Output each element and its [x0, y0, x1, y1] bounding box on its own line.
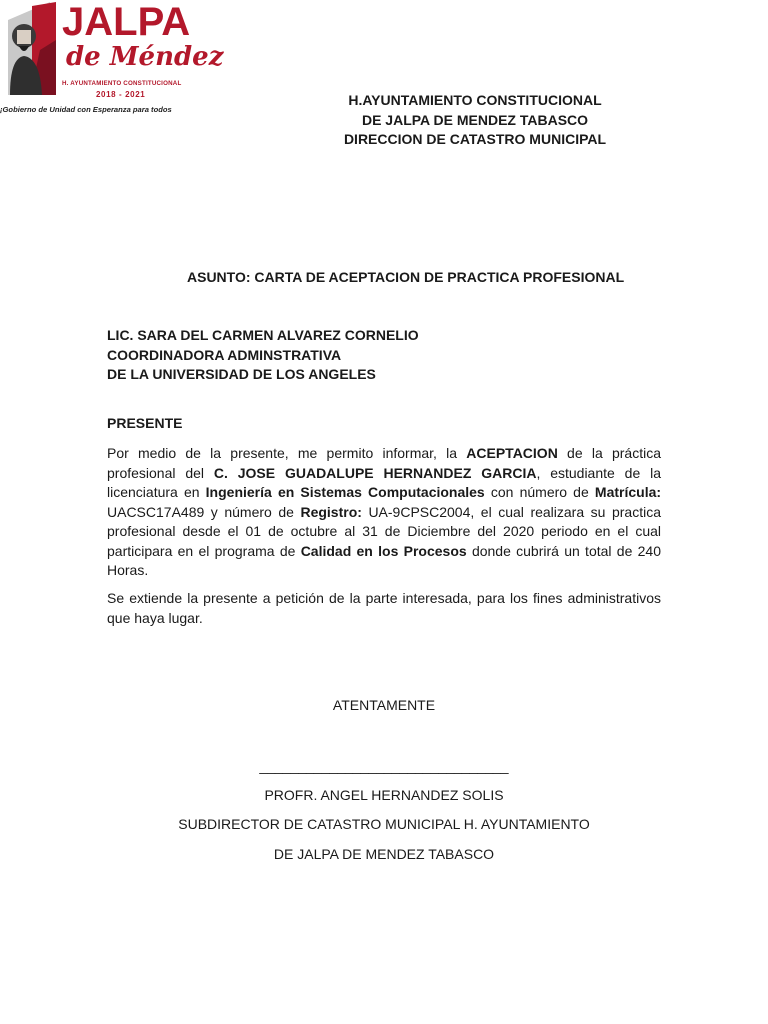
logo-subtitle: H. AYUNTAMIENTO CONSTITUCIONAL: [62, 80, 182, 87]
signer-name: PROFR. ANGEL HERNANDEZ SOLIS: [264, 787, 504, 803]
header-line1: H.AYUNTAMIENTO CONSTITUCIONAL: [348, 92, 602, 108]
body-text: UA-9CPSC2004, el cual realizara su practica profesional desde el 01 de octubre al 31 de Diciembre del 2020 periodo en el cual participara en el programa de: [107, 503, 661, 559]
body-paragraph-2: Se extiende la presente a petición de la parte interesada, para los fines administrativos que haya lugar.: [107, 590, 661, 626]
recipient-title: COORDINADORA ADMINSTRATIVA: [107, 347, 342, 363]
jalpa-logo: [0, 0, 224, 120]
body-text: Por medio de la presente, me permito informar, la: [107, 445, 467, 461]
logo-name-line1: JALPA: [62, 0, 191, 44]
acceptance-word: ACEPTACION: [466, 445, 558, 461]
body-text: donde cubrirá un total de 240 Horas.: [107, 542, 661, 578]
body-text: UACSC17A489 y número de: [107, 503, 301, 520]
body-text: con número de: [484, 484, 595, 500]
logo-period: 2018 - 2021: [96, 90, 146, 99]
closing: ATENTAMENTE: [332, 697, 436, 713]
program-name: Calidad en los Procesos: [300, 542, 467, 559]
header-line2: DE JALPA DE MENDEZ TABASCO: [361, 112, 589, 128]
registro-label: Registro:: [300, 503, 362, 520]
signer-title-line1: SUBDIRECTOR DE CATASTRO MUNICIPAL H. AYUNTAMIENTO: [178, 816, 590, 832]
signer-title-line2: DE JALPA DE MENDEZ TABASCO: [273, 846, 495, 862]
body-text: de la práctica profesional del: [107, 445, 661, 481]
body-paragraph-1: [107, 444, 661, 581]
header-line3: DIRECCION DE CATASTRO MUNICIPAL: [343, 131, 607, 147]
matricula-label: Matrícula:: [594, 484, 662, 500]
portrait-emblem-icon: [0, 0, 60, 100]
recipient-institution: DE LA UNIVERSIDAD DE LOS ANGELES: [107, 366, 376, 382]
subject-line: ASUNTO: CARTA DE ACEPTACION DE PRACTICA PROFESIONAL: [187, 269, 625, 285]
signature-line: ________________________________: [259, 758, 509, 774]
degree-name: Ingeniería en Sistemas Computacionales: [205, 484, 485, 500]
logo-name-line2: de Méndez: [66, 42, 224, 72]
body-text: , estudiante de la licenciatura en: [107, 464, 661, 500]
recipient-name: LIC. SARA DEL CARMEN ALVAREZ CORNELIO: [107, 327, 419, 343]
student-name: C. JOSE GUADALUPE HERNANDEZ GARCIA: [213, 464, 537, 481]
greeting: PRESENTE: [107, 415, 183, 431]
logo-tagline: ¡Gobierno de Unidad con Esperanza para todos: [0, 105, 172, 114]
